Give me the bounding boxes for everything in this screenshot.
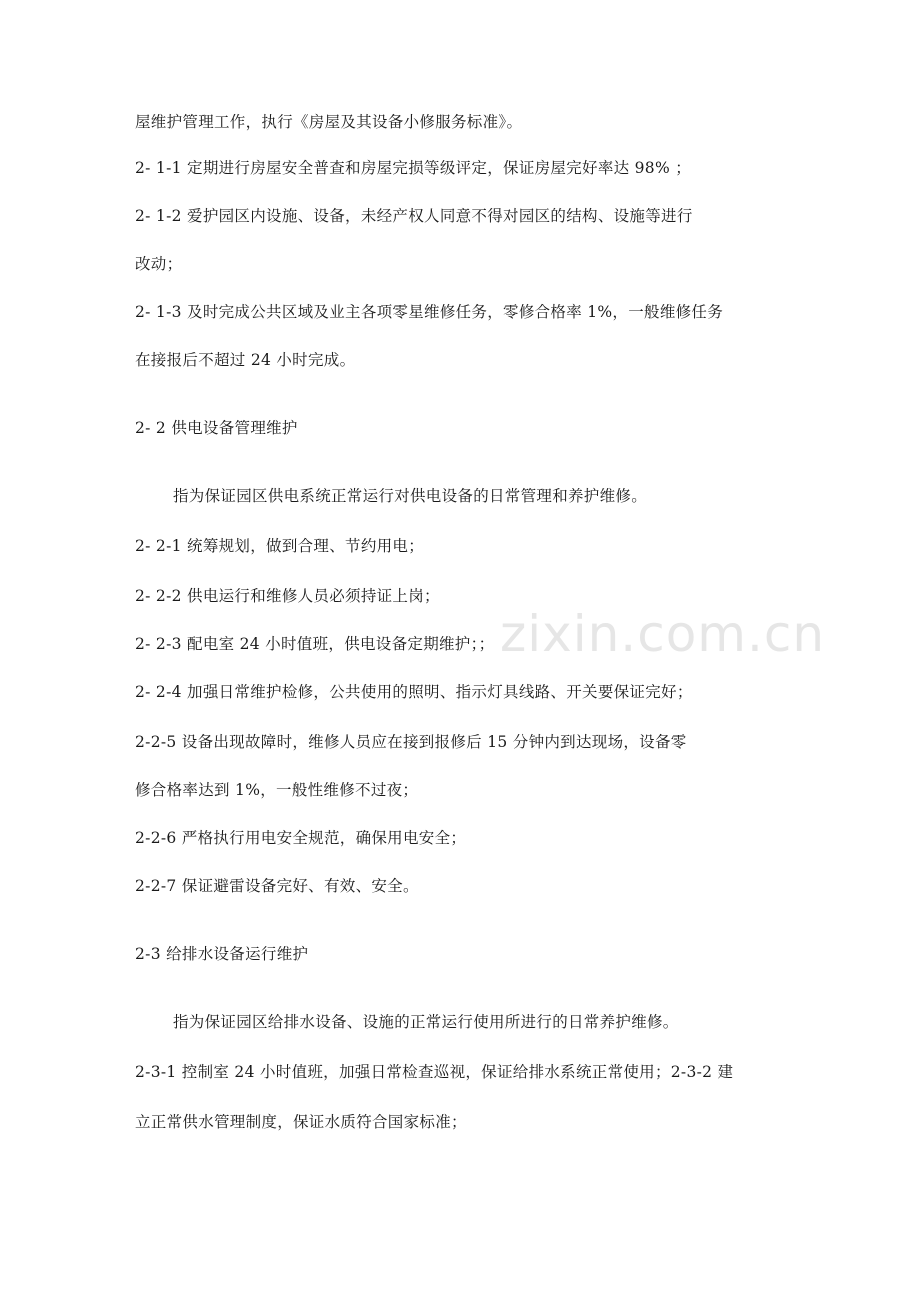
paragraph-line: 2-2-6 严格执行用电安全规范，确保用电安全；	[135, 829, 467, 847]
paragraph-line: 在接报后不超过 24 小时完成。	[135, 351, 356, 369]
section-heading: 2-3 给排水设备运行维护	[135, 945, 309, 963]
paragraph-line: 2- 2-4 加强日常维护检修，公共使用的照明、指示灯具线路、开关要保证完好；	[135, 683, 693, 701]
paragraph-line: 2-2-5 设备出现故障时，维修人员应在接到报修后 15 分钟内到达现场，设备零	[135, 733, 687, 751]
paragraph-line: 2- 1-1 定期进行房屋安全普查和房屋完损等级评定，保证房屋完好率达 98% ；	[135, 159, 692, 177]
paragraph-line: 2- 2-2 供电运行和维修人员必须持证上岗；	[135, 587, 440, 605]
paragraph-line: 2- 1-2 爱护园区内设施、设备，未经产权人同意不得对园区的结构、设施等进行	[135, 207, 693, 225]
paragraph-line: 指为保证园区供电系统正常运行对供电设备的日常管理和养护维修。	[173, 487, 648, 505]
section-heading: 2- 2 供电设备管理维护	[135, 419, 298, 437]
paragraph-line: 屋维护管理工作，执行《房屋及其设备小修服务标准》。	[135, 113, 523, 131]
paragraph-line: 2- 1-3 及时完成公共区域及业主各项零星维修任务，零修合格率 1%，一般维修任务	[135, 303, 724, 321]
paragraph-line: 2- 2-1 统筹规划，做到合理、节约用电；	[135, 537, 425, 555]
watermark-text: zixin.com.cn	[500, 605, 826, 663]
paragraph-line: 修合格率达到 1%，一般性维修不过夜；	[135, 781, 419, 799]
paragraph-line: 指为保证园区给排水设备、设施的正常运行使用所进行的日常养护维修。	[173, 1013, 679, 1031]
paragraph-line: 2-3-1 控制室 24 小时值班，加强日常检查巡视，保证给排水系统正常使用；2-3-2 建	[135, 1063, 734, 1081]
paragraph-line: 改动；	[135, 255, 183, 273]
paragraph-line: 立正常供水管理制度，保证水质符合国家标准；	[135, 1113, 467, 1131]
paragraph-line: 2-2-7 保证避雷设备完好、有效、安全。	[135, 877, 419, 895]
paragraph-line: 2- 2-3 配电室 24 小时值班，供电设备定期维护；；	[135, 635, 495, 653]
